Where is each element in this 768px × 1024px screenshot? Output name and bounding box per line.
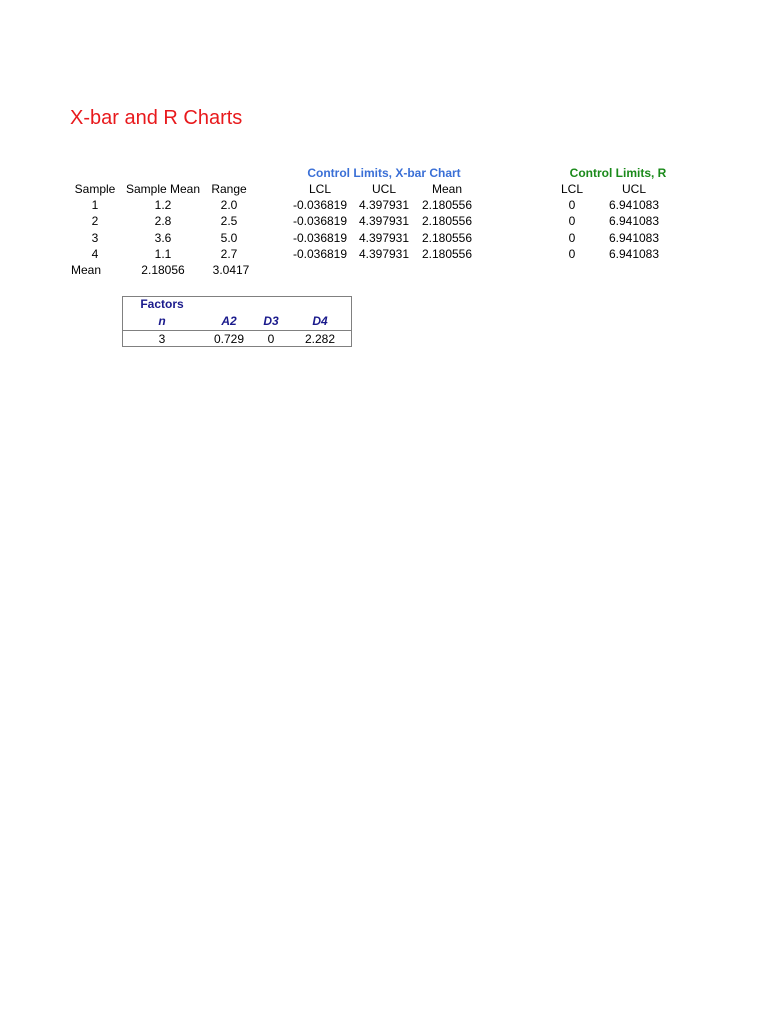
table-cell-sample: 1 xyxy=(91,198,99,212)
table-cell-sample: 4 xyxy=(91,247,99,261)
table-cell-xbar-mean: 2.180556 xyxy=(421,247,473,261)
factors-value-a2: 0.729 xyxy=(213,332,245,346)
col-header-xbar-mean: Mean xyxy=(431,182,463,196)
table-cell-xbar-mean: 2.180556 xyxy=(421,214,473,228)
table-cell-sample-mean: 2.8 xyxy=(154,214,172,228)
table-cell-xbar-lcl: -0.036819 xyxy=(292,214,348,228)
col-header-r-ucl: UCL xyxy=(621,182,647,196)
table-cell-sample-mean: 1.1 xyxy=(154,247,172,261)
table-cell-xbar-mean: 2.180556 xyxy=(421,198,473,212)
table-cell-sample: 3 xyxy=(91,231,99,245)
table-cell-r-ucl: 6.941083 xyxy=(608,198,660,212)
table-cell-sample-mean: 3.6 xyxy=(154,231,172,245)
table-cell-xbar-ucl: 4.397931 xyxy=(358,198,410,212)
table-cell-range: 5.0 xyxy=(220,231,238,245)
table-cell-range: 2.0 xyxy=(220,198,238,212)
col-header-xbar-lcl: LCL xyxy=(308,182,332,196)
table-cell-sample: 2 xyxy=(91,214,99,228)
col-header-range: Range xyxy=(211,182,247,196)
col-header-sample-mean: Sample Mean xyxy=(125,182,201,196)
col-header-xbar-ucl: UCL xyxy=(371,182,397,196)
r-limits-header: Control Limits, R xyxy=(569,166,667,180)
mean-row-sample-mean: 2.18056 xyxy=(141,263,185,277)
factors-title: Factors xyxy=(140,297,184,311)
factors-value-n: 3 xyxy=(158,332,166,346)
factors-header-d4: D4 xyxy=(312,314,328,328)
table-cell-r-ucl: 6.941083 xyxy=(608,247,660,261)
table-cell-r-lcl: 0 xyxy=(568,231,576,245)
factors-divider xyxy=(123,330,351,331)
factors-header-a2: A2 xyxy=(221,314,237,328)
factors-value-d3: 0 xyxy=(267,332,275,346)
mean-row-range: 3.0417 xyxy=(212,263,250,277)
table-cell-r-ucl: 6.941083 xyxy=(608,214,660,228)
col-header-r-lcl: LCL xyxy=(560,182,584,196)
table-cell-r-lcl: 0 xyxy=(568,247,576,261)
table-cell-r-lcl: 0 xyxy=(568,214,576,228)
table-cell-r-lcl: 0 xyxy=(568,198,576,212)
table-cell-xbar-lcl: -0.036819 xyxy=(292,231,348,245)
factors-header-d3: D3 xyxy=(263,314,279,328)
table-cell-range: 2.5 xyxy=(220,214,238,228)
table-cell-xbar-ucl: 4.397931 xyxy=(358,214,410,228)
factors-value-d4: 2.282 xyxy=(304,332,336,346)
mean-row-label: Mean xyxy=(70,263,102,277)
factors-header-n: n xyxy=(158,314,166,328)
table-cell-r-ucl: 6.941083 xyxy=(608,231,660,245)
table-cell-sample-mean: 1.2 xyxy=(154,198,172,212)
table-cell-xbar-ucl: 4.397931 xyxy=(358,247,410,261)
col-header-sample: Sample xyxy=(74,182,116,196)
page-title: X-bar and R Charts xyxy=(70,107,243,129)
table-cell-xbar-ucl: 4.397931 xyxy=(358,231,410,245)
xbar-limits-header: Control Limits, X-bar Chart xyxy=(307,166,461,180)
table-cell-xbar-mean: 2.180556 xyxy=(421,231,473,245)
table-cell-xbar-lcl: -0.036819 xyxy=(292,247,348,261)
table-cell-range: 2.7 xyxy=(220,247,238,261)
table-cell-xbar-lcl: -0.036819 xyxy=(292,198,348,212)
